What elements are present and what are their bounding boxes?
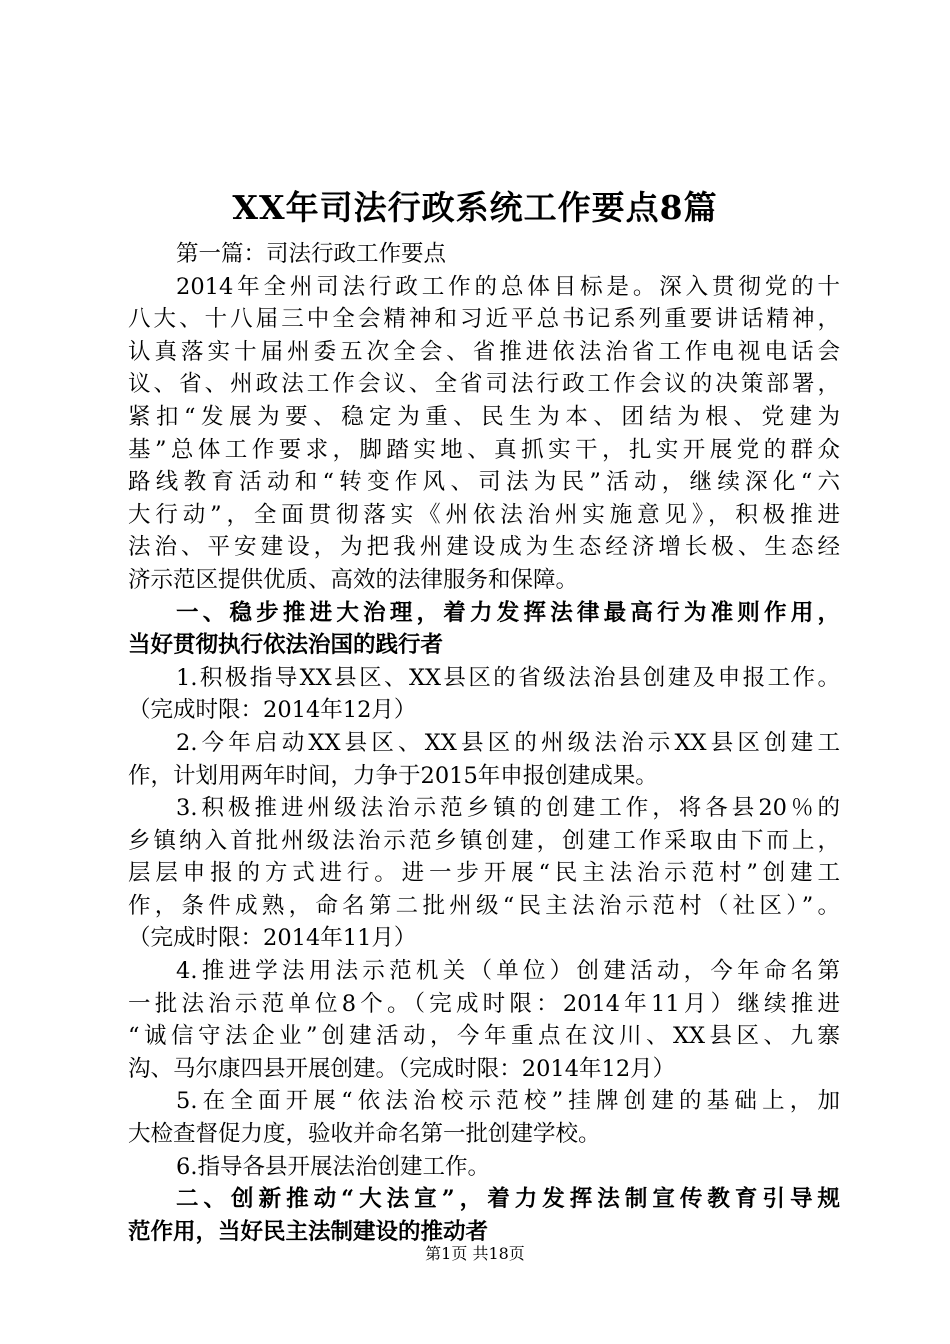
list-item-line: “诚信守法企业”创建活动，今年重点在汶川、XX县区、九寨	[128, 1023, 840, 1050]
bold-heading-line: 一、稳步推进大治理，着力发挥法律最高行为准则作用，	[176, 599, 840, 626]
paragraph-line: 八大、十八届三中全会精神和习近平总书记系列重要讲话精神，	[128, 306, 840, 333]
paragraph-line: 大行动”，全面贯彻落实《州依法治州实施意见》，积极推进	[128, 501, 840, 528]
paragraph-line: 济示范区提供优质、高效的法律服务和保障。	[128, 566, 579, 593]
list-item-line: （完成时限：2014年11月）	[128, 925, 417, 952]
document-title: XX年司法行政系统工作要点8篇	[232, 188, 718, 227]
list-item-line: 沟、马尔康四县开展创建。（完成时限：2014年12月）	[128, 1055, 676, 1082]
list-item-line: 3.积极推进州级法治示范乡镇的创建工作，将各县20％的	[176, 795, 840, 822]
bold-heading-line: 当好贯彻执行依法治国的践行者	[128, 632, 444, 659]
document-body	[128, 238, 840, 1248]
list-item-line: 5.在全面开展“依法治校示范校”挂牌创建的基础上，加	[176, 1088, 840, 1115]
list-item-line: 作，条件成熟，命名第二批州级“民主法治示范村（社区）”。	[128, 892, 840, 919]
list-item-line: 一批法治示范单位8个。（完成时限：2014年11月）继续推进	[128, 990, 840, 1017]
paragraph-line: 法治、平安建设，为把我州建设成为生态经济增长极、生态经	[128, 534, 840, 561]
list-item-line: （完成时限：2014年12月）	[128, 697, 417, 724]
paragraph-line: 路线教育活动和“转变作风、司法为民”活动，继续深化“六	[128, 469, 840, 496]
paragraph-line: 紧扣“发展为要、稳定为重、民生为本、团结为根、党建为	[128, 403, 840, 430]
list-item-line: 乡镇纳入首批州级法治示范乡镇创建，创建工作采取由下而上，	[128, 827, 840, 854]
list-item-line: 1.积极指导XX县区、XX县区的省级法治县创建及申报工作。	[176, 664, 840, 691]
bold-heading-line: 二、创新推动“大法宣”，着力发挥法制宣传教育引导规	[176, 1186, 840, 1213]
section-heading-1: 第一篇：司法行政工作要点	[176, 241, 447, 267]
list-item-line: 作，计划用两年时间，力争于2015年申报创建成果。	[128, 762, 658, 789]
page-number-footer: 第1页 共18页	[425, 1244, 525, 1263]
list-item-line: 2.今年启动XX县区、XX县区的州级法治示XX县区创建工	[176, 729, 840, 756]
paragraph-line: 2014年全州司法行政工作的总体目标是。深入贯彻党的十	[176, 273, 840, 300]
list-item-line: 4.推进学法用法示范机关（单位）创建活动，今年命名第	[176, 958, 840, 985]
bold-heading-line: 范作用，当好民主法制建设的推动者	[128, 1218, 489, 1245]
list-item-line: 6.指导各县开展法治创建工作。	[176, 1153, 490, 1180]
paragraph-line: 议、省、州政法工作会议、全省司法行政工作会议的决策部署，	[128, 371, 840, 398]
paragraph-line: 基”总体工作要求，脚踏实地、真抓实干，扎实开展党的群众	[128, 436, 840, 463]
list-item-line: 层层申报的方式进行。进一步开展“民主法治示范村”创建工	[128, 860, 840, 887]
paragraph-line: 认真落实十届州委五次全会、省推进依法治省工作电视电话会	[128, 338, 840, 365]
list-item-line: 大检查督促力度，验收并命名第一批创建学校。	[128, 1121, 601, 1148]
